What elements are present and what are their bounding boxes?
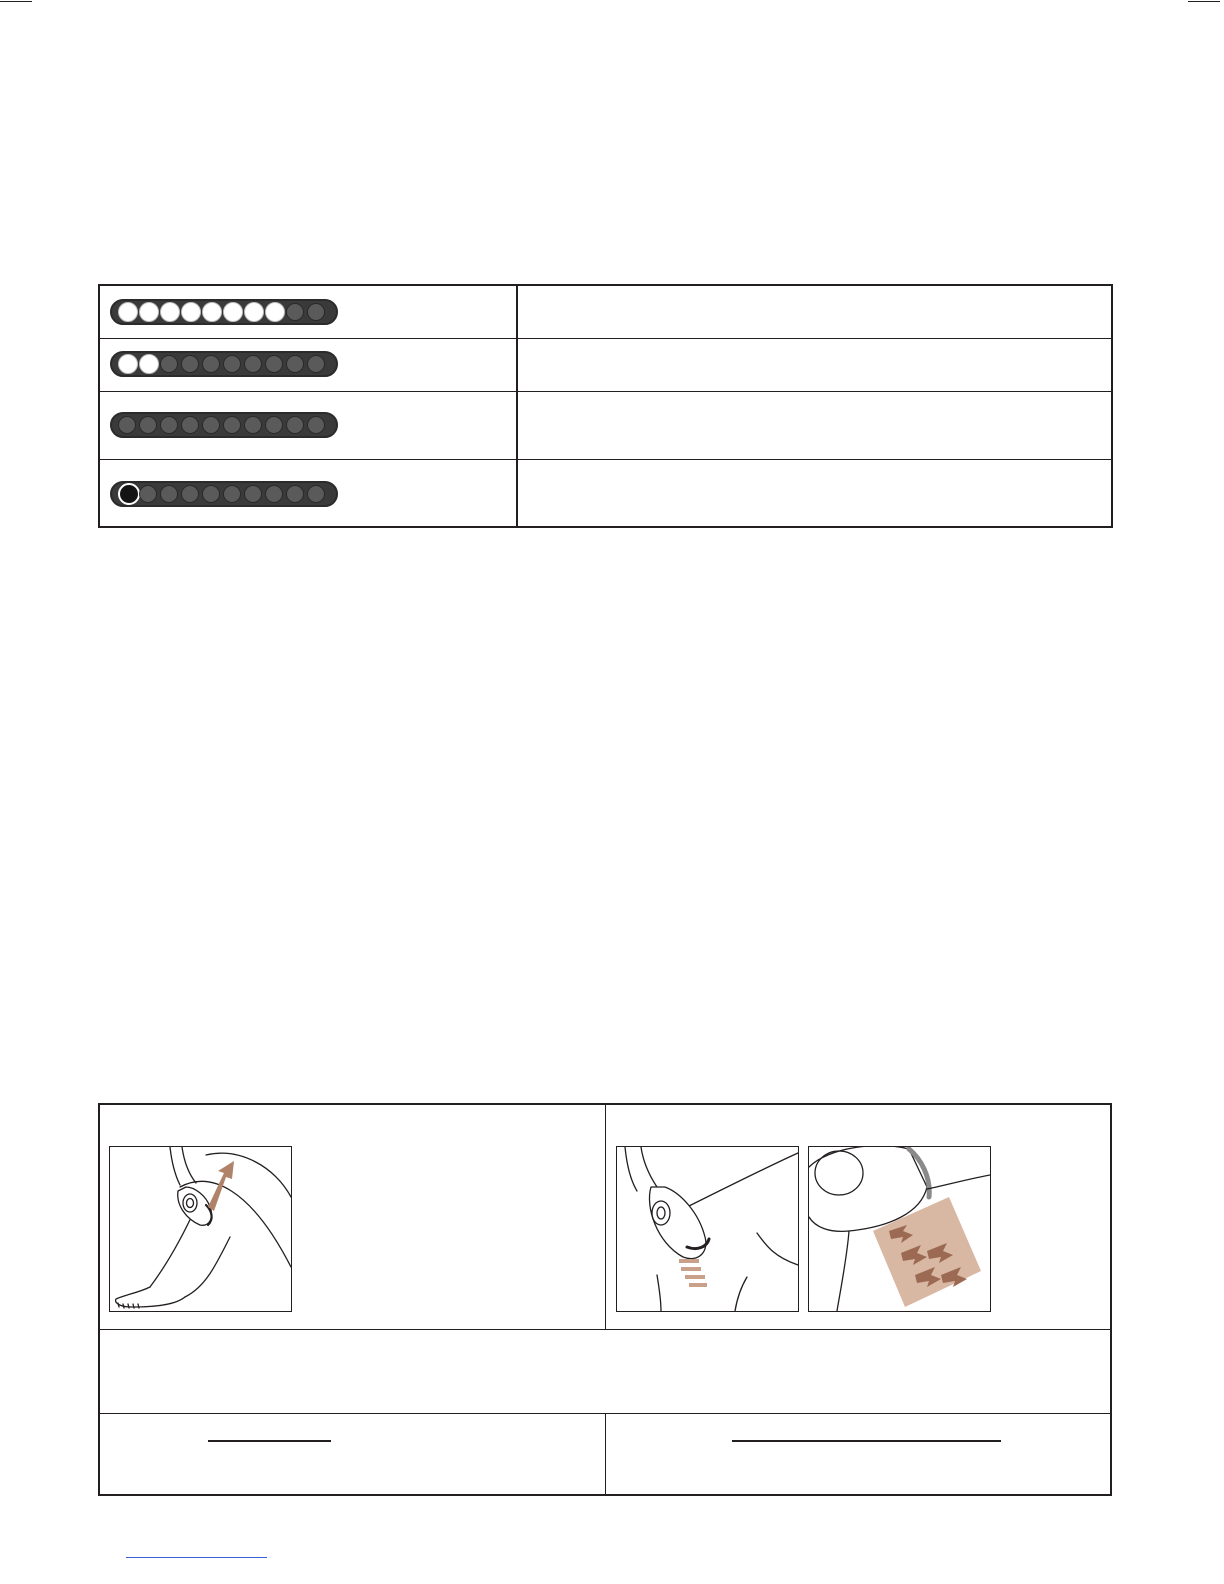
- led-segment: [118, 354, 138, 374]
- led-segment: [265, 485, 283, 503]
- led-segment: [139, 416, 157, 434]
- led-segment: [307, 416, 325, 434]
- led-segment: [139, 354, 159, 374]
- led-indicator-bar: [110, 412, 338, 438]
- led-segment: [307, 485, 325, 503]
- led-segment: [265, 416, 283, 434]
- led-segment: [265, 355, 283, 373]
- led-segment: [307, 303, 325, 321]
- led-table-row: [100, 391, 1111, 460]
- table-column-divider: [605, 1105, 606, 1329]
- underline-left: [208, 1440, 331, 1442]
- led-indicator-bar: [110, 481, 338, 507]
- led-segment: [160, 485, 178, 503]
- led-segment: [118, 483, 140, 505]
- led-segment: [181, 302, 201, 322]
- led-segment: [307, 355, 325, 373]
- closeup-flash-icon: [808, 1146, 991, 1312]
- led-segment: [118, 416, 136, 434]
- led-segment: [160, 416, 178, 434]
- led-segment: [202, 355, 220, 373]
- led-segment: [244, 416, 262, 434]
- usage-table: [98, 1103, 1112, 1496]
- leg-treatment-icon: [109, 1146, 292, 1312]
- led-segment: [265, 302, 285, 322]
- underline-right: [732, 1440, 1001, 1442]
- led-segment: [286, 416, 304, 434]
- table-column-divider: [605, 1413, 606, 1496]
- led-segment: [139, 485, 157, 503]
- led-segment: [118, 302, 138, 322]
- led-segment: [181, 355, 199, 373]
- led-segment: [202, 485, 220, 503]
- hyperlink-underline[interactable]: [126, 1557, 267, 1558]
- led-segment: [223, 485, 241, 503]
- led-table-row: [100, 338, 1111, 392]
- led-segment: [160, 302, 180, 322]
- led-indicator-bar: [110, 351, 338, 377]
- led-table-row: [100, 459, 1111, 527]
- led-segment: [202, 416, 220, 434]
- thigh-glide-icon: [616, 1146, 799, 1312]
- crop-mark-right: [1188, 1, 1220, 2]
- led-segment: [181, 485, 199, 503]
- led-segment: [286, 355, 304, 373]
- led-segment: [223, 355, 241, 373]
- led-segment: [286, 485, 304, 503]
- led-segment: [160, 355, 178, 373]
- led-segment: [244, 302, 264, 322]
- table-row-divider: [100, 1329, 1110, 1330]
- led-segment: [181, 416, 199, 434]
- led-segment: [139, 302, 159, 322]
- led-segment: [244, 485, 262, 503]
- crop-mark-left: [0, 1, 32, 2]
- led-status-table: [98, 284, 1113, 528]
- led-table-row: [100, 286, 1111, 338]
- led-segment: [202, 302, 222, 322]
- led-segment: [244, 355, 262, 373]
- led-segment: [286, 303, 304, 321]
- led-segment: [223, 416, 241, 434]
- led-indicator-bar: [110, 299, 338, 325]
- led-segment: [223, 302, 243, 322]
